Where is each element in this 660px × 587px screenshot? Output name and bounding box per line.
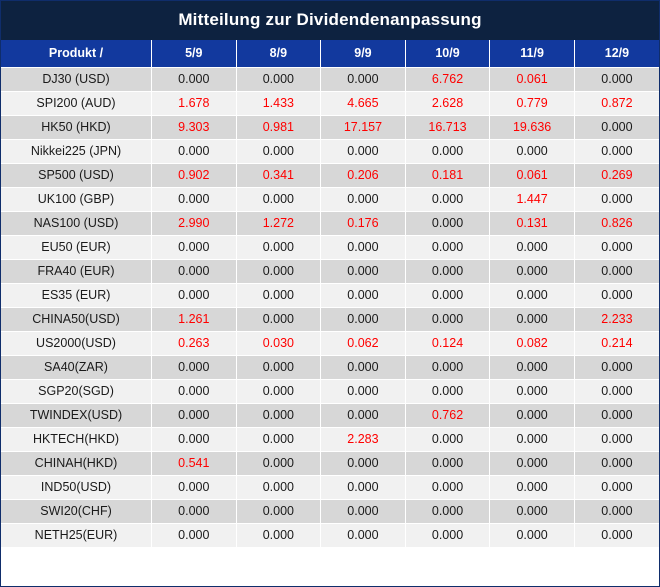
cell-value: 0.000 [574,116,659,140]
cell-value: 2.283 [321,428,406,452]
cell-product: NAS100 (USD) [1,212,152,236]
cell-value: 0.000 [574,260,659,284]
cell-value: 0.000 [574,524,659,548]
cell-value: 0.000 [321,260,406,284]
cell-product: SPI200 (AUD) [1,92,152,116]
table-row [1,284,659,308]
cell-value: 1.272 [236,212,321,236]
cell-value: 0.872 [574,92,659,116]
cell-product: IND50(USD) [1,476,152,500]
cell-value: 0.000 [152,500,237,524]
cell-value: 0.000 [236,356,321,380]
cell-value: 0.000 [321,140,406,164]
cell-value: 0.000 [236,524,321,548]
column-header-date-6: 12/9 [574,40,659,68]
cell-value: 0.263 [152,332,237,356]
cell-value: 0.000 [490,380,575,404]
cell-value: 0.000 [321,404,406,428]
table-header-row [1,40,659,68]
cell-value: 0.000 [236,140,321,164]
cell-value: 0.826 [574,212,659,236]
cell-value: 0.000 [152,188,237,212]
cell-value: 0.124 [405,332,490,356]
cell-value: 0.000 [152,524,237,548]
cell-value: 0.000 [152,428,237,452]
column-header-date-3: 9/9 [321,40,406,68]
cell-value: 0.000 [574,452,659,476]
cell-value: 6.762 [405,68,490,92]
cell-value: 0.000 [236,260,321,284]
cell-value: 0.000 [490,524,575,548]
cell-value: 0.000 [490,356,575,380]
table-row [1,524,659,548]
cell-value: 0.000 [321,68,406,92]
cell-value: 0.061 [490,164,575,188]
table-row [1,356,659,380]
table-row [1,68,659,92]
cell-value: 0.000 [321,236,406,260]
cell-value: 0.176 [321,212,406,236]
cell-value: 0.000 [405,356,490,380]
cell-value: 0.000 [321,308,406,332]
cell-value: 0.000 [490,308,575,332]
table-header [1,40,659,68]
cell-value: 0.000 [574,284,659,308]
cell-value: 0.000 [405,524,490,548]
cell-value: 0.000 [152,68,237,92]
cell-product: US2000(USD) [1,332,152,356]
cell-product: CHINA50(USD) [1,308,152,332]
table-row [1,452,659,476]
cell-value: 0.779 [490,92,575,116]
cell-value: 0.000 [152,236,237,260]
cell-value: 0.000 [236,476,321,500]
cell-value: 1.261 [152,308,237,332]
table-row [1,92,659,116]
cell-value: 0.000 [236,188,321,212]
cell-value: 0.000 [490,236,575,260]
table-row [1,404,659,428]
cell-value: 0.214 [574,332,659,356]
cell-value: 0.000 [490,140,575,164]
cell-value: 0.000 [405,452,490,476]
cell-value: 0.000 [574,68,659,92]
cell-value: 1.447 [490,188,575,212]
cell-value: 0.000 [152,404,237,428]
cell-value: 0.000 [321,356,406,380]
cell-value: 0.000 [490,260,575,284]
table-row [1,212,659,236]
column-header-date-1: 5/9 [152,40,237,68]
cell-product: HKTECH(HKD) [1,428,152,452]
cell-product: DJ30 (USD) [1,68,152,92]
cell-value: 0.000 [574,404,659,428]
cell-value: 2.233 [574,308,659,332]
cell-value: 0.000 [490,404,575,428]
cell-value: 0.981 [236,116,321,140]
cell-value: 0.000 [574,380,659,404]
cell-value: 4.665 [321,92,406,116]
cell-product: EU50 (EUR) [1,236,152,260]
dividend-table [1,40,659,548]
cell-value: 0.000 [574,188,659,212]
cell-product: HK50 (HKD) [1,116,152,140]
cell-value: 0.061 [490,68,575,92]
table-row [1,188,659,212]
cell-value: 1.433 [236,92,321,116]
table-row [1,164,659,188]
cell-value: 0.000 [236,404,321,428]
cell-value: 0.000 [321,500,406,524]
cell-product: UK100 (GBP) [1,188,152,212]
cell-value: 0.000 [405,236,490,260]
cell-product: FRA40 (EUR) [1,260,152,284]
cell-value: 0.000 [236,68,321,92]
cell-value: 0.000 [490,284,575,308]
cell-value: 0.000 [236,452,321,476]
cell-value: 0.000 [490,476,575,500]
cell-value: 9.303 [152,116,237,140]
cell-value: 0.000 [152,476,237,500]
column-header-date-4: 10/9 [405,40,490,68]
column-header-date-5: 11/9 [490,40,575,68]
cell-value: 0.131 [490,212,575,236]
cell-value: 0.000 [405,212,490,236]
cell-value: 0.000 [490,500,575,524]
table-row [1,380,659,404]
cell-value: 0.206 [321,164,406,188]
cell-value: 0.000 [405,500,490,524]
cell-value: 0.082 [490,332,575,356]
cell-value: 2.990 [152,212,237,236]
cell-value: 0.000 [152,260,237,284]
cell-value: 0.000 [236,308,321,332]
cell-value: 0.000 [574,236,659,260]
cell-value: 0.000 [152,284,237,308]
table-row [1,308,659,332]
cell-value: 0.000 [152,140,237,164]
cell-value: 0.762 [405,404,490,428]
cell-value: 0.541 [152,452,237,476]
cell-value: 0.000 [321,380,406,404]
cell-value: 0.000 [321,188,406,212]
cell-value: 0.000 [490,452,575,476]
cell-value: 0.000 [236,380,321,404]
cell-product: CHINAH(HKD) [1,452,152,476]
cell-value: 0.341 [236,164,321,188]
cell-value: 0.000 [405,428,490,452]
table-row [1,500,659,524]
cell-value: 0.000 [574,476,659,500]
cell-product: SP500 (USD) [1,164,152,188]
cell-value: 17.157 [321,116,406,140]
table-row [1,236,659,260]
table-row [1,116,659,140]
cell-value: 2.628 [405,92,490,116]
table-row [1,428,659,452]
cell-product: ES35 (EUR) [1,284,152,308]
cell-value: 19.636 [490,116,575,140]
cell-value: 0.000 [405,476,490,500]
cell-product: SWI20(CHF) [1,500,152,524]
cell-value: 0.000 [574,356,659,380]
column-header-date-2: 8/9 [236,40,321,68]
cell-value: 0.000 [405,140,490,164]
cell-product: TWINDEX(USD) [1,404,152,428]
cell-value: 0.000 [405,284,490,308]
table-row [1,260,659,284]
cell-value: 0.000 [405,260,490,284]
cell-value: 0.000 [574,140,659,164]
cell-value: 16.713 [405,116,490,140]
table-row [1,140,659,164]
cell-product: SGP20(SGD) [1,380,152,404]
cell-value: 0.000 [321,284,406,308]
cell-product: Nikkei225 (JPN) [1,140,152,164]
column-header-product: Produkt / [1,40,152,68]
cell-value: 0.000 [321,524,406,548]
cell-value: 0.000 [405,380,490,404]
page-title: Mitteilung zur Dividendenanpassung [1,1,659,40]
cell-value: 0.000 [321,476,406,500]
table-body [1,68,659,548]
table-row [1,332,659,356]
cell-value: 0.000 [405,188,490,212]
cell-value: 0.000 [405,308,490,332]
cell-value: 1.678 [152,92,237,116]
cell-value: 0.000 [236,236,321,260]
cell-value: 0.000 [236,284,321,308]
cell-value: 0.000 [490,428,575,452]
cell-value: 0.000 [152,356,237,380]
cell-value: 0.000 [236,428,321,452]
cell-product: SA40(ZAR) [1,356,152,380]
table-row [1,476,659,500]
cell-value: 0.000 [236,500,321,524]
cell-value: 0.000 [152,380,237,404]
cell-value: 0.030 [236,332,321,356]
cell-value: 0.000 [574,428,659,452]
cell-value: 0.062 [321,332,406,356]
cell-value: 0.000 [321,452,406,476]
cell-value: 0.269 [574,164,659,188]
cell-product: NETH25(EUR) [1,524,152,548]
cell-value: 0.902 [152,164,237,188]
cell-value: 0.181 [405,164,490,188]
cell-value: 0.000 [574,500,659,524]
